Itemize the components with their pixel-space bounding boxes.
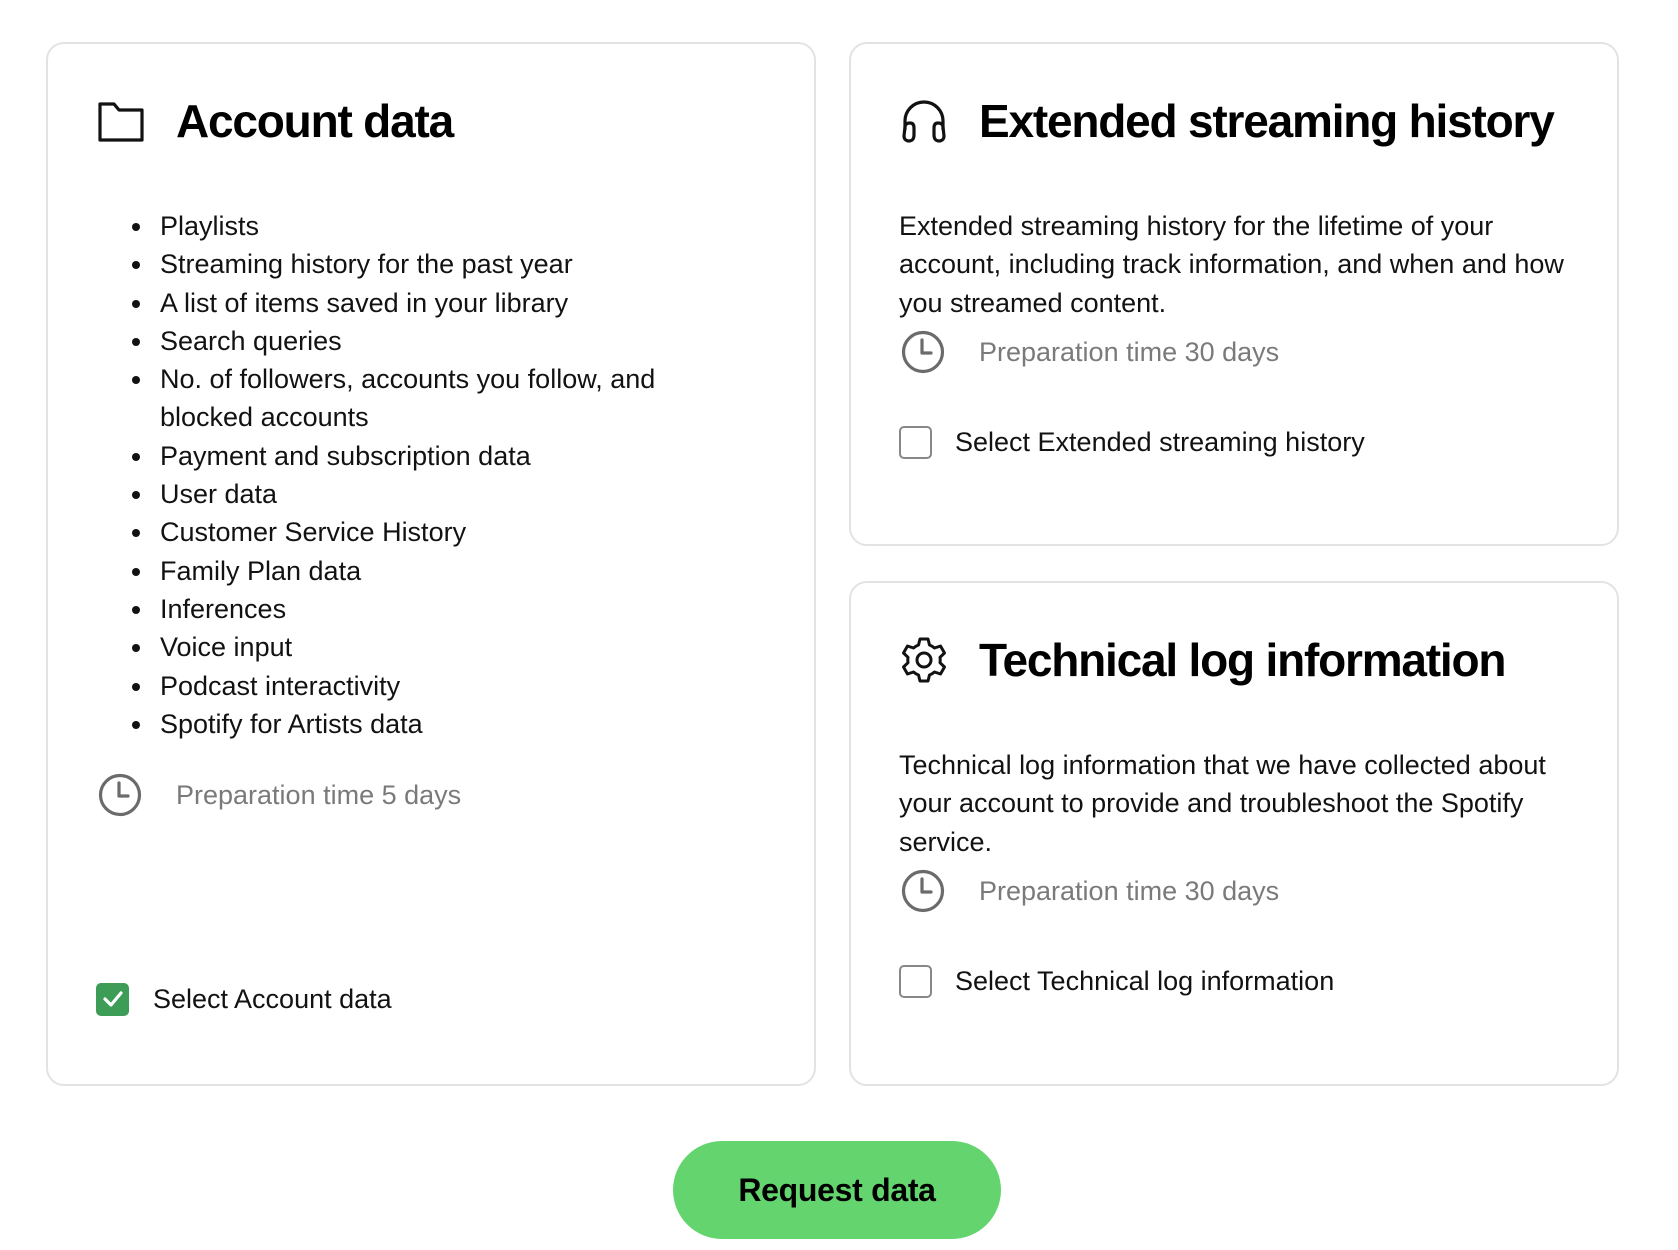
- account-data-list-item: Spotify for Artists data: [132, 705, 752, 743]
- extended-streaming-description: Extended streaming history for the lifetime of your account, including track information, and when and how you streamed content.: [899, 211, 1564, 318]
- technical-log-description: Technical log information that we have collected about your account to provide and troubleshoot the Spotify service.: [899, 750, 1546, 857]
- extended-streaming-title: Extended streaming history: [979, 95, 1554, 147]
- extended-prep-time: [899, 327, 1279, 377]
- extended-streaming-checkbox[interactable]: [899, 426, 932, 459]
- clock-icon: [96, 771, 144, 819]
- account-data-list-item: User data: [132, 475, 752, 513]
- account-data-list-item: Podcast interactivity: [132, 667, 752, 705]
- account-data-list-item: Streaming history for the past year: [132, 245, 752, 283]
- account-data-list-item: Voice input: [132, 628, 752, 666]
- select-account-data-label[interactable]: Select Account data: [153, 983, 392, 1014]
- select-extended-streaming[interactable]: [899, 422, 1365, 462]
- account-data-list-item: Playlists: [132, 207, 752, 245]
- account-data-list-item: Search queries: [132, 322, 752, 360]
- technical-log-checkbox[interactable]: [899, 965, 932, 998]
- account-data-list-item: A list of items saved in your library: [132, 284, 752, 322]
- technical-prep-time-text: Preparation time 30 days: [979, 875, 1280, 906]
- clock-icon: [899, 867, 947, 915]
- clock-icon: [899, 328, 947, 376]
- request-data-button-label: Request data: [738, 1171, 936, 1208]
- account-prep-time-text: Preparation time 5 days: [176, 779, 462, 810]
- extended-streaming-header: [899, 86, 1554, 156]
- folder-icon: [96, 96, 146, 146]
- account-data-checkbox[interactable]: [96, 983, 129, 1016]
- request-data-button[interactable]: [673, 1141, 1001, 1239]
- checkmark-icon: [102, 990, 124, 1008]
- extended-streaming-card: [849, 42, 1619, 546]
- account-prep-time: [96, 770, 461, 820]
- select-technical-log-label[interactable]: Select Technical log information: [955, 965, 1335, 996]
- select-technical-log[interactable]: [899, 961, 1334, 1001]
- account-data-list-item: No. of followers, accounts you follow, and blocked accounts: [132, 360, 752, 437]
- account-data-list-item: Payment and subscription data: [132, 437, 752, 475]
- account-data-list-item: Family Plan data: [132, 552, 752, 590]
- extended-prep-time-text: Preparation time 30 days: [979, 336, 1280, 367]
- headphones-icon: [899, 96, 949, 146]
- gear-icon: [899, 635, 949, 685]
- technical-prep-time: [899, 866, 1279, 916]
- account-data-list-item: Inferences: [132, 590, 752, 628]
- technical-log-header: [899, 625, 1505, 695]
- account-data-list-item: Customer Service History: [132, 513, 752, 551]
- select-account-data[interactable]: [96, 979, 392, 1019]
- account-data-header: [96, 86, 453, 156]
- account-data-card: [46, 42, 816, 1086]
- technical-log-title: Technical log information: [979, 634, 1506, 686]
- account-data-title: Account data: [176, 95, 453, 147]
- select-extended-streaming-label[interactable]: Select Extended streaming history: [955, 426, 1365, 457]
- technical-log-card: [849, 581, 1619, 1086]
- account-data-item-list: [132, 207, 752, 743]
